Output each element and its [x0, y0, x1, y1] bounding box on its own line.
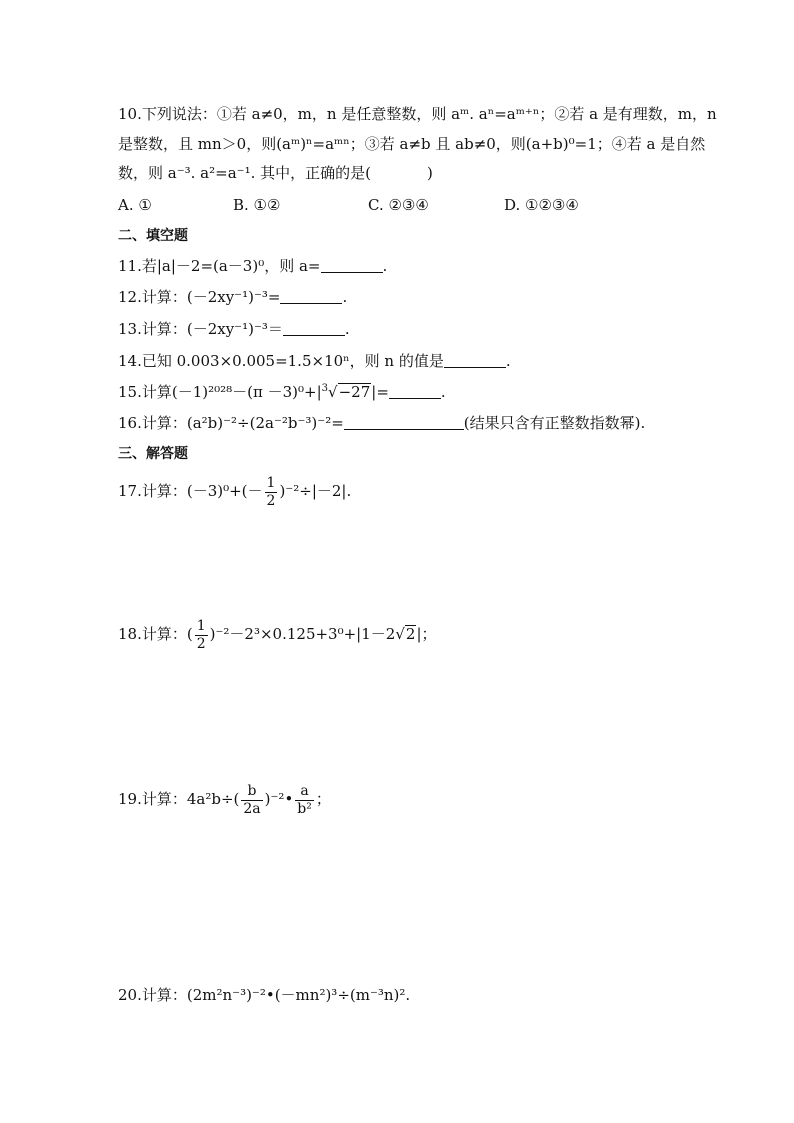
- q19-text-b: )⁻²•: [264, 790, 294, 808]
- q11-answer-blank: [321, 258, 383, 273]
- q16: [118, 413, 645, 433]
- q15-root-index: 3: [321, 383, 329, 394]
- q13-answer-blank: [283, 321, 345, 336]
- q14-end: .: [505, 352, 511, 370]
- q19-numerator-2: a: [295, 783, 314, 801]
- q14-text: 14.已知 0.003×0.005=1.5×10ⁿ，则 n 的值是: [118, 352, 444, 370]
- q13-end: .: [344, 320, 350, 338]
- q19-numerator-1: b: [241, 783, 262, 801]
- q12-answer-blank: [280, 289, 342, 304]
- q15-answer-blank: [389, 384, 441, 399]
- q16-end: (结果只含有正整数指数幂).: [463, 414, 646, 432]
- q19-denominator-1: 2a: [243, 800, 261, 817]
- q10-line-3: [118, 163, 433, 183]
- q14-answer-blank: [444, 353, 506, 368]
- q13: [118, 319, 350, 339]
- q15-radicand: −27: [338, 383, 371, 401]
- q19-fraction-2: [295, 783, 314, 818]
- q10-line-3-text: 数，则 a⁻³. a²=a⁻¹. 其中，正确的是(: [118, 164, 371, 182]
- q11-text: 11.若|a|－2=(a－3)⁰，则 a=: [118, 257, 321, 275]
- q10-close-paren: ): [426, 164, 433, 182]
- q15-end: .: [440, 383, 446, 401]
- q18-fraction: [195, 618, 208, 653]
- q15: [118, 382, 446, 402]
- q17-text: 17.计算：(－3)⁰+(－: [118, 482, 263, 500]
- square-root-icon: √: [395, 625, 405, 643]
- q10-option-d: D. ①②③④: [504, 196, 579, 214]
- q17-denominator: 2: [266, 492, 276, 509]
- q12: [118, 287, 347, 307]
- q19-denominator-2: b²: [297, 800, 312, 817]
- q17: [118, 474, 351, 510]
- q18-denominator: 2: [196, 635, 206, 652]
- radical-sign-icon: √: [328, 383, 338, 401]
- q12-end: .: [342, 288, 348, 306]
- q15-text: 15.计算(－1)²⁰²⁸－(π －3)⁰+|: [118, 383, 322, 401]
- q10-option-c: C. ②③④: [368, 196, 429, 214]
- q10-option-a: A. ①: [118, 196, 152, 214]
- q14: [118, 351, 511, 371]
- section-answer-title: 三、解答题: [118, 446, 188, 462]
- section-fill-in-title: 二、填空题: [118, 228, 188, 244]
- q10-line-2: 是整数，且 mn＞0，则(aᵐ)ⁿ=aᵐⁿ；③若 a≠b 且 ab≠0，则(a+b)⁰=1；④若 a 是自然: [118, 135, 706, 153]
- q19-text-c: ；: [315, 790, 331, 808]
- q19: [118, 782, 331, 818]
- q20: 20.计算：(2m²n⁻³)⁻²•(－mn²)³÷(m⁻³n)².: [118, 986, 411, 1004]
- q11-end: .: [382, 257, 388, 275]
- q13-text: 13.计算：(－2xy⁻¹)⁻³＝: [118, 320, 283, 338]
- q18-numerator: 1: [196, 617, 206, 634]
- q18-text-c: |；: [416, 625, 437, 643]
- q16-text: 16.计算：(a²b)⁻²÷(2a⁻²b⁻³)⁻²=: [118, 414, 344, 432]
- q11: [118, 256, 387, 276]
- q19-text: 19.计算：4a²b÷(: [118, 790, 240, 808]
- q17-fraction: [265, 475, 278, 510]
- q18: [118, 617, 437, 653]
- q10-line-1: 10.下列说法：①若 a≠0，m，n 是任意整数，则 aᵐ. aⁿ=aᵐ⁺ⁿ；②若 a 是有理数，m，n: [118, 105, 717, 123]
- q10-option-b: B. ①②: [233, 196, 281, 214]
- q17-numerator: 1: [266, 474, 276, 491]
- q19-fraction-1: [241, 783, 262, 818]
- q16-answer-blank: [344, 415, 464, 430]
- q18-text-b: )⁻²－2³×0.125+3⁰+|1－2: [209, 625, 396, 643]
- q15-text-b: |=: [371, 383, 389, 401]
- q17-text-b: )⁻²÷|－2|.: [279, 482, 352, 500]
- q18-text: 18.计算：(: [118, 625, 193, 643]
- q12-text: 12.计算：(－2xy⁻¹)⁻³=: [118, 288, 281, 306]
- q18-radicand: 2: [405, 625, 416, 643]
